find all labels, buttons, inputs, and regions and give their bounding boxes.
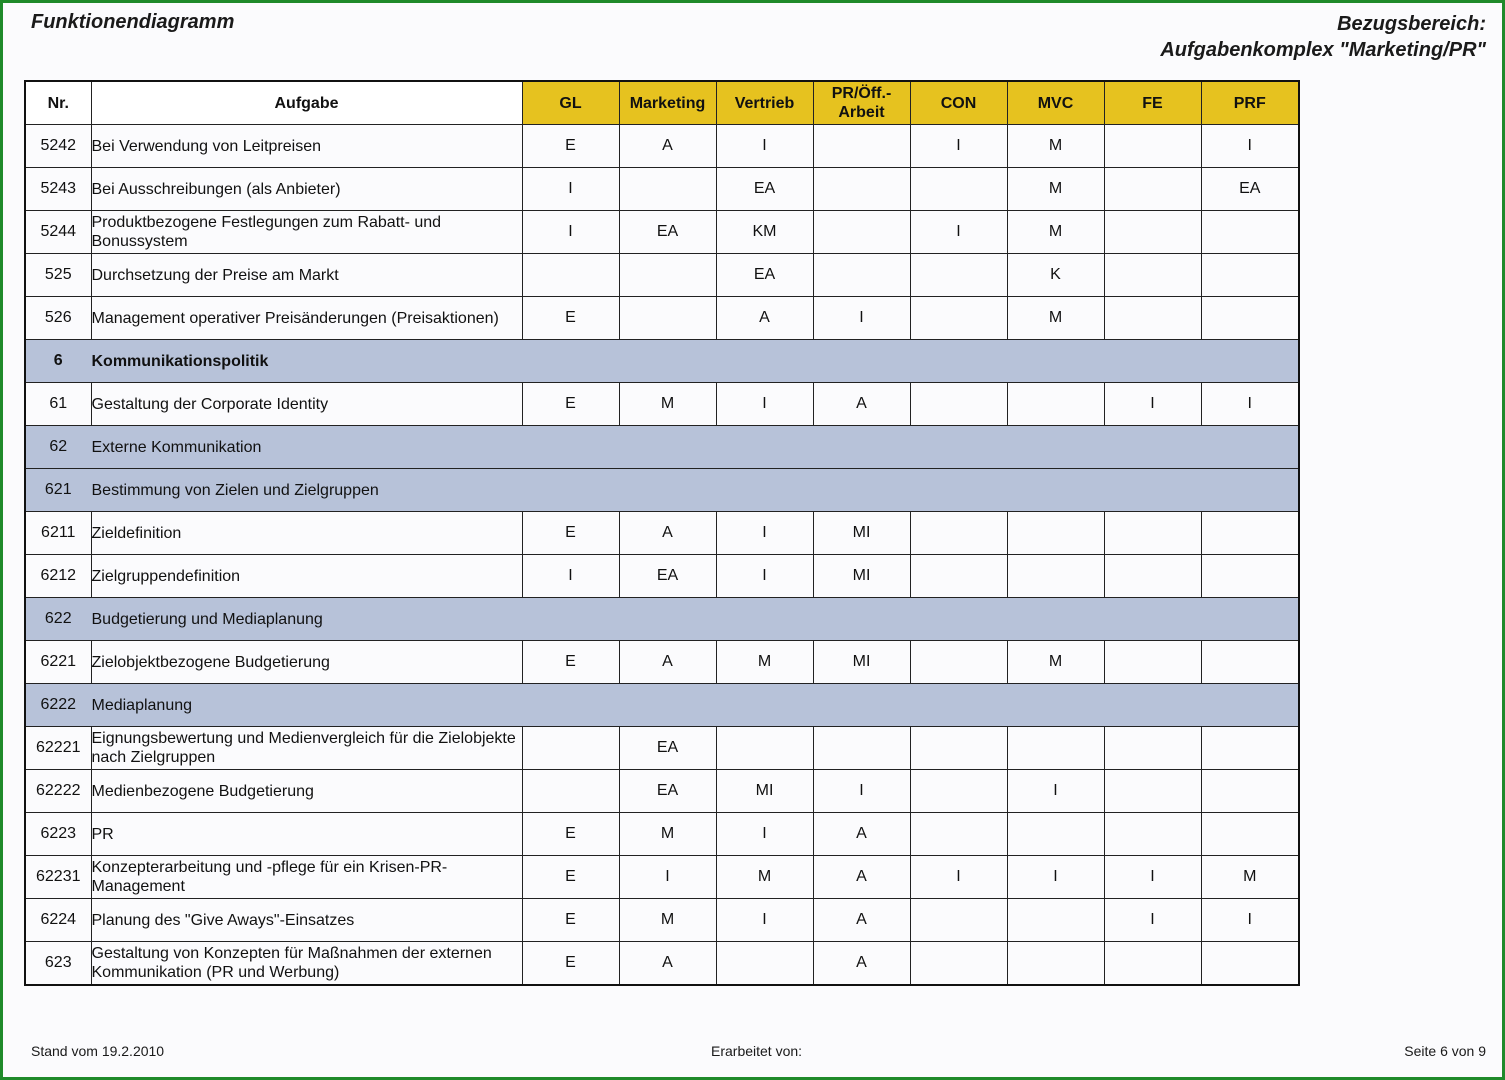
role-cell: [1007, 426, 1104, 469]
row-number: 6223: [25, 813, 91, 856]
table-row: [25, 211, 1299, 254]
role-cell: [1007, 512, 1104, 555]
role-cell: A: [619, 512, 716, 555]
role-cell: I: [522, 211, 619, 254]
role-cell: E: [522, 899, 619, 942]
row-number: 525: [25, 254, 91, 297]
row-number: 623: [25, 942, 91, 986]
role-cell: [716, 684, 813, 727]
role-cell: [716, 727, 813, 770]
row-number: 526: [25, 297, 91, 340]
role-cell: KM: [716, 211, 813, 254]
role-cell: [1104, 297, 1201, 340]
role-cell: [716, 598, 813, 641]
role-cell: I: [910, 856, 1007, 899]
role-cell: [619, 168, 716, 211]
role-cell: A: [813, 942, 910, 986]
column-header-prf: PRF: [1201, 81, 1299, 125]
footer-date: Stand vom 19.2.2010: [31, 1043, 165, 1059]
role-cell: [910, 340, 1007, 383]
role-cell: EA: [619, 211, 716, 254]
row-task: PR: [91, 813, 522, 856]
role-cell: I: [1007, 770, 1104, 813]
role-cell: EA: [716, 168, 813, 211]
section-row: [25, 340, 1299, 383]
role-cell: MI: [813, 641, 910, 684]
role-cell: [910, 555, 1007, 598]
role-cell: EA: [1201, 168, 1299, 211]
role-cell: [619, 469, 716, 512]
role-cell: A: [619, 125, 716, 168]
table-row: [25, 512, 1299, 555]
role-cell: [1104, 598, 1201, 641]
section-row: [25, 598, 1299, 641]
row-number: 5243: [25, 168, 91, 211]
role-cell: [1007, 813, 1104, 856]
role-cell: I: [813, 770, 910, 813]
role-cell: E: [522, 942, 619, 986]
role-cell: [910, 168, 1007, 211]
row-task: Bei Ausschreibungen (als Anbieter): [91, 168, 522, 211]
role-cell: I: [716, 125, 813, 168]
role-cell: [1201, 254, 1299, 297]
role-cell: [522, 340, 619, 383]
role-cell: I: [1104, 383, 1201, 426]
role-cell: I: [910, 125, 1007, 168]
footer-author: Erarbeitet von:: [711, 1043, 803, 1059]
table-row: [25, 555, 1299, 598]
role-cell: A: [813, 383, 910, 426]
role-cell: I: [1201, 383, 1299, 426]
role-cell: EA: [716, 254, 813, 297]
role-cell: [716, 942, 813, 986]
role-cell: I: [813, 297, 910, 340]
role-cell: [910, 598, 1007, 641]
role-cell: MI: [716, 770, 813, 813]
role-cell: [1104, 168, 1201, 211]
role-cell: [1007, 899, 1104, 942]
function-diagram-table: [24, 80, 1300, 986]
role-cell: EA: [619, 555, 716, 598]
table-row: [25, 813, 1299, 856]
role-cell: I: [522, 555, 619, 598]
role-cell: [1201, 340, 1299, 383]
role-cell: [522, 598, 619, 641]
row-number: 62: [25, 426, 91, 469]
role-cell: I: [619, 856, 716, 899]
role-cell: E: [522, 856, 619, 899]
role-cell: M: [1007, 297, 1104, 340]
role-cell: [813, 125, 910, 168]
role-cell: [910, 297, 1007, 340]
role-cell: M: [1201, 856, 1299, 899]
role-cell: [910, 813, 1007, 856]
role-cell: MI: [813, 512, 910, 555]
role-cell: [1007, 555, 1104, 598]
table-row: [25, 254, 1299, 297]
row-number: 6212: [25, 555, 91, 598]
document-title: Funktionendiagramm: [31, 11, 235, 33]
role-cell: [1007, 727, 1104, 770]
column-header-con: CON: [910, 81, 1007, 125]
role-cell: MI: [813, 555, 910, 598]
row-task: Management operativer Preisänderungen (Preisaktionen): [91, 297, 522, 340]
role-cell: [619, 684, 716, 727]
column-header-gl: GL: [522, 81, 619, 125]
role-cell: M: [716, 641, 813, 684]
role-cell: [813, 340, 910, 383]
role-cell: [1104, 770, 1201, 813]
table-row: [25, 641, 1299, 684]
role-cell: [1104, 942, 1201, 986]
role-cell: I: [1104, 856, 1201, 899]
role-cell: E: [522, 297, 619, 340]
role-cell: [1201, 598, 1299, 641]
role-cell: [910, 770, 1007, 813]
role-cell: [1007, 684, 1104, 727]
row-task: Budgetierung und Mediaplanung: [91, 598, 522, 641]
role-cell: M: [1007, 168, 1104, 211]
reference-area: [1160, 11, 1486, 63]
role-cell: I: [716, 512, 813, 555]
role-cell: [1201, 770, 1299, 813]
role-cell: [910, 254, 1007, 297]
role-cell: [1201, 555, 1299, 598]
role-cell: [1201, 512, 1299, 555]
role-cell: I: [716, 813, 813, 856]
role-cell: [910, 899, 1007, 942]
role-cell: M: [1007, 211, 1104, 254]
role-cell: [1201, 813, 1299, 856]
role-cell: [1201, 684, 1299, 727]
row-number: 62221: [25, 727, 91, 770]
row-task: Externe Kommunikation: [91, 426, 522, 469]
section-row: [25, 469, 1299, 512]
row-task: Kommunikationspolitik: [91, 340, 522, 383]
reference-scope: Aufgabenkomplex "Marketing/PR": [1160, 39, 1486, 61]
role-cell: E: [522, 125, 619, 168]
role-cell: [1104, 211, 1201, 254]
row-task: Zielobjektbezogene Budgetierung: [91, 641, 522, 684]
role-cell: EA: [619, 727, 716, 770]
role-cell: [813, 211, 910, 254]
column-header-fe: FE: [1104, 81, 1201, 125]
row-number: 6: [25, 340, 91, 383]
row-task: Gestaltung der Corporate Identity: [91, 383, 522, 426]
role-cell: [1104, 641, 1201, 684]
role-cell: [910, 426, 1007, 469]
role-cell: I: [1104, 899, 1201, 942]
role-cell: [1201, 211, 1299, 254]
section-row: [25, 426, 1299, 469]
role-cell: [1201, 942, 1299, 986]
role-cell: [910, 684, 1007, 727]
role-cell: [1201, 426, 1299, 469]
row-task: Medienbezogene Budgetierung: [91, 770, 522, 813]
role-cell: [716, 469, 813, 512]
role-cell: E: [522, 641, 619, 684]
role-cell: I: [716, 555, 813, 598]
role-cell: [1104, 813, 1201, 856]
role-cell: [1104, 254, 1201, 297]
column-header-vertrieb: Vertrieb: [716, 81, 813, 125]
role-cell: [1104, 426, 1201, 469]
role-cell: E: [522, 813, 619, 856]
role-cell: I: [1201, 125, 1299, 168]
role-cell: [1007, 598, 1104, 641]
table-row: [25, 125, 1299, 168]
role-cell: [1201, 469, 1299, 512]
row-task: Zieldefinition: [91, 512, 522, 555]
row-number: 61: [25, 383, 91, 426]
row-task: Konzepterarbeitung und -pflege für ein Krisen-PR-Management: [91, 856, 522, 899]
table-row: [25, 727, 1299, 770]
role-cell: A: [619, 942, 716, 986]
table-row: [25, 942, 1299, 986]
role-cell: I: [716, 899, 813, 942]
role-cell: [522, 770, 619, 813]
role-cell: M: [619, 899, 716, 942]
role-cell: [522, 727, 619, 770]
footer-page-number: Seite 6 von 9: [1404, 1043, 1486, 1059]
row-number: 622: [25, 598, 91, 641]
role-cell: [1104, 555, 1201, 598]
role-cell: [716, 340, 813, 383]
role-cell: [1007, 942, 1104, 986]
row-task: Planung des "Give Aways"-Einsatzes: [91, 899, 522, 942]
role-cell: [1104, 684, 1201, 727]
role-cell: [910, 512, 1007, 555]
table-row: [25, 899, 1299, 942]
role-cell: [813, 727, 910, 770]
row-number: 5244: [25, 211, 91, 254]
role-cell: [1104, 512, 1201, 555]
reference-label: Bezugsbereich:: [1337, 13, 1486, 35]
role-cell: [910, 469, 1007, 512]
row-number: 6221: [25, 641, 91, 684]
row-task: Eignungsbewertung und Medienvergleich für die Zielobjekte nach Zielgruppen: [91, 727, 522, 770]
role-cell: [910, 942, 1007, 986]
role-cell: [813, 598, 910, 641]
role-cell: [522, 254, 619, 297]
column-header-nr: Nr.: [25, 81, 91, 125]
role-cell: [910, 641, 1007, 684]
role-cell: I: [716, 383, 813, 426]
role-cell: [813, 168, 910, 211]
role-cell: [619, 297, 716, 340]
column-header-marketing: Marketing: [619, 81, 716, 125]
column-header-pr: PR/Öff.-Arbeit: [813, 81, 910, 125]
role-cell: [910, 727, 1007, 770]
table-header-row: [25, 81, 1299, 125]
table-row: [25, 383, 1299, 426]
table-row: [25, 168, 1299, 211]
row-task: Bestimmung von Zielen und Zielgruppen: [91, 469, 522, 512]
role-cell: EA: [619, 770, 716, 813]
role-cell: M: [1007, 641, 1104, 684]
role-cell: [1104, 469, 1201, 512]
row-number: 621: [25, 469, 91, 512]
row-task: Gestaltung von Konzepten für Maßnahmen der externen Kommunikation (PR und Werbung): [91, 942, 522, 986]
role-cell: [1007, 469, 1104, 512]
row-task: Mediaplanung: [91, 684, 522, 727]
role-cell: I: [1201, 899, 1299, 942]
role-cell: [813, 684, 910, 727]
role-cell: [813, 254, 910, 297]
role-cell: [716, 426, 813, 469]
row-number: 6222: [25, 684, 91, 727]
role-cell: A: [813, 813, 910, 856]
role-cell: I: [1007, 856, 1104, 899]
role-cell: M: [619, 383, 716, 426]
column-header-mvc: MVC: [1007, 81, 1104, 125]
role-cell: [1007, 383, 1104, 426]
role-cell: [1104, 727, 1201, 770]
section-row: [25, 684, 1299, 727]
row-task: Durchsetzung der Preise am Markt: [91, 254, 522, 297]
role-cell: [1007, 340, 1104, 383]
row-task: Produktbezogene Festlegungen zum Rabatt- und Bonussystem: [91, 211, 522, 254]
role-cell: A: [813, 899, 910, 942]
row-number: 62231: [25, 856, 91, 899]
table-row: [25, 856, 1299, 899]
role-cell: [813, 426, 910, 469]
role-cell: [1201, 297, 1299, 340]
table-row: [25, 770, 1299, 813]
role-cell: [1104, 340, 1201, 383]
role-cell: A: [716, 297, 813, 340]
table-body: [25, 125, 1299, 986]
role-cell: A: [619, 641, 716, 684]
column-header-task: Aufgabe: [91, 81, 522, 125]
role-cell: [619, 254, 716, 297]
role-cell: [1201, 641, 1299, 684]
role-cell: M: [1007, 125, 1104, 168]
role-cell: I: [910, 211, 1007, 254]
role-cell: [619, 598, 716, 641]
role-cell: [522, 469, 619, 512]
role-cell: [619, 340, 716, 383]
role-cell: [1104, 125, 1201, 168]
row-task: Bei Verwendung von Leitpreisen: [91, 125, 522, 168]
role-cell: [910, 383, 1007, 426]
row-task: Zielgruppendefinition: [91, 555, 522, 598]
role-cell: [619, 426, 716, 469]
role-cell: M: [619, 813, 716, 856]
role-cell: [522, 684, 619, 727]
row-number: 6224: [25, 899, 91, 942]
role-cell: I: [522, 168, 619, 211]
row-number: 6211: [25, 512, 91, 555]
role-cell: [813, 469, 910, 512]
row-number: 62222: [25, 770, 91, 813]
table-row: [25, 297, 1299, 340]
role-cell: E: [522, 512, 619, 555]
role-cell: [522, 426, 619, 469]
role-cell: K: [1007, 254, 1104, 297]
row-number: 5242: [25, 125, 91, 168]
role-cell: E: [522, 383, 619, 426]
role-cell: [1201, 727, 1299, 770]
role-cell: M: [716, 856, 813, 899]
role-cell: A: [813, 856, 910, 899]
